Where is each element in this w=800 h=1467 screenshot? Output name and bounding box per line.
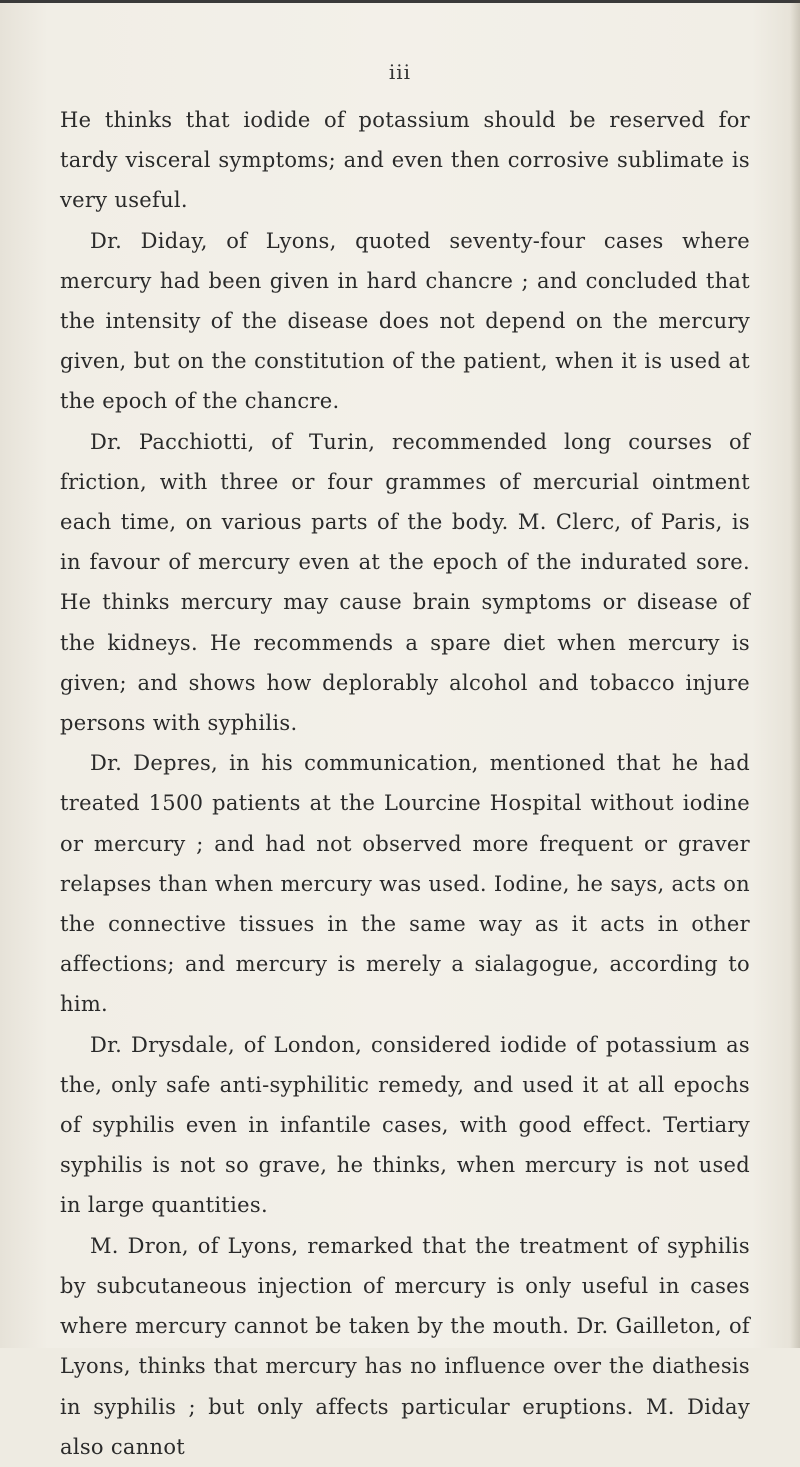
paragraph-drysdale: Dr. Drysdale, of London, considered iodide of potassium as the, only safe anti-syphilitic remedy, and used it at all epochs of syphilis even in infantile cases, with good effect. Tertiary syphilis is not so grave, he thinks, when mercury is not used in large quantities. bbox=[60, 1032, 750, 1218]
top-edge-rule bbox=[0, 0, 800, 3]
paragraph-pacchiotti-clerc: Dr. Pacchiotti, of Turin, recommended long courses of friction, with three or four grammes of mercurial ointment each time, on various parts of the body. M. Clerc, of Paris, is in favour of mercury even at the epoch of the indurated sore. He thinks mercury may cause brain symptoms or disease of the kidneys. He recommends a spare diet when mercury is given; and shows how deplorably alcohol and tobacco injure persons with syphilis. bbox=[60, 429, 750, 736]
page-edge-shadow bbox=[790, 0, 800, 1348]
body-text bbox=[60, 100, 750, 1467]
paragraph-dron-gailleton: M. Dron, of Lyons, remarked that the treatment of syphilis by subcutaneous injection of mercury is only useful in cases where mercury cannot be taken by the mouth. Dr. Gailleton, of Lyons, thinks that mercury has no influence over the diathesis in syphilis ; but only affects particular eruptions. M. Diday also cannot bbox=[60, 1233, 750, 1459]
paragraph-depres: Dr. Depres, in his communication, mentioned that he had treated 1500 patients at the Lourcine Hospital without iodine or mercury ; and had not observed more frequent or graver relapses than when mercury was used. Iodine, he says, acts on the connective tissues in the same way as it acts in other affections; and mercury is merely a sialagogue, according to him. bbox=[60, 751, 750, 1017]
page-number: iii bbox=[388, 60, 412, 84]
paragraph-diday: Dr. Diday, of Lyons, quoted seventy-four cases where mercury had been given in hard chancre ; and concluded that the intensity of the disease does not depend on the mercury given, but on the constitution of the patient, when it is used at the epoch of the chancre. bbox=[60, 228, 750, 414]
paragraph-iodide-reserved: He thinks that iodide of potassium should be reserved for tardy visceral symptoms; and even then corrosive sublimate is very useful. bbox=[60, 108, 750, 213]
